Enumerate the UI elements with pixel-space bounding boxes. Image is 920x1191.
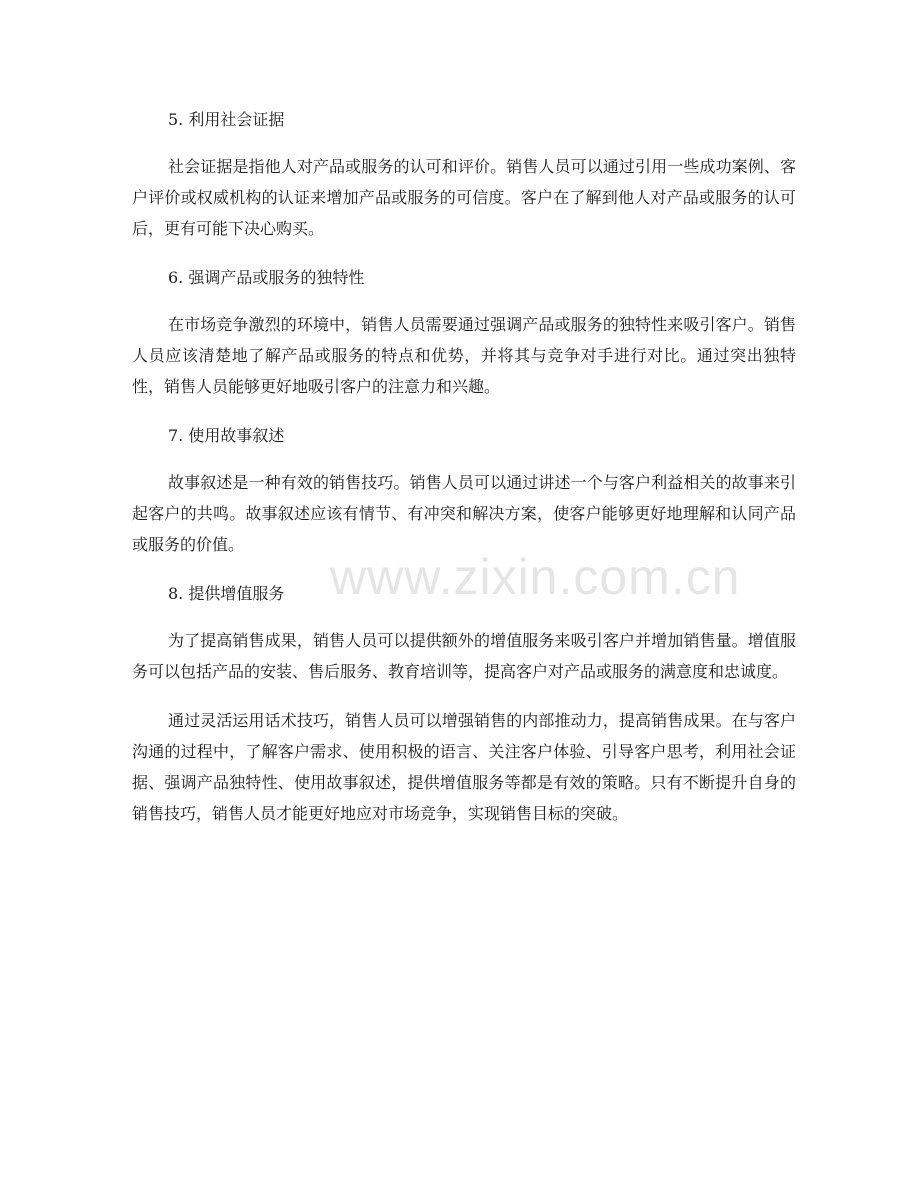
section-paragraph: 在市场竞争激烈的环境中，销售人员需要通过强调产品或服务的独特性来吸引客户。销售人员应该清楚地了解产品或服务的特点和优势，并将其与竞争对手进行对比。通过突出独特性，销售人员能够更好地吸引客户的注意力和兴趣。 — [132, 315, 796, 396]
section-5 — [132, 104, 796, 244]
section-paragraph: 故事叙述是一种有效的销售技巧。销售人员可以通过讲述一个与客户利益相关的故事来引起客户的共鸣。故事叙述应该有情节、有冲突和解决方案，使客户能够更好地理解和认同产品或服务的价值。 — [132, 473, 796, 554]
watermark-text: www.zixin.com.cn — [330, 549, 741, 605]
section-heading: 6. 强调产品或服务的独特性 — [168, 268, 365, 287]
section-heading: 5. 利用社会证据 — [168, 110, 285, 129]
document-content — [132, 104, 796, 829]
section-8 — [132, 578, 796, 687]
conclusion-paragraph: 通过灵活运用话术技巧，销售人员可以增强销售的内部推动力，提高销售成果。在与客户沟通的过程中，了解客户需求、使用积极的语言、关注客户体验、引导客户思考，利用社会证据、强调产品独特性、使用故事叙述，提供增值服务等都是有效的策略。只有不断提升自身的销售技巧，销售人员才能更好地应对市场竞争，实现销售目标的突破。 — [132, 711, 796, 823]
section-paragraph: 为了提高销售成果，销售人员可以提供额外的增值服务来吸引客户并增加销售量。增值服务可以包括产品的安装、售后服务、教育培训等，提高客户对产品或服务的满意度和忠诚度。 — [132, 631, 796, 681]
section-6 — [132, 262, 796, 402]
section-paragraph: 社会证据是指他人对产品或服务的认可和评价。销售人员可以通过引用一些成功案例、客户评价或权威机构的认证来增加产品或服务的可信度。客户在了解到他人对产品或服务的认可后，更有可能下决心购买。 — [132, 157, 796, 238]
section-heading: 7. 使用故事叙述 — [168, 426, 285, 445]
section-heading: 8. 提供增值服务 — [168, 584, 285, 603]
section-7 — [132, 420, 796, 560]
